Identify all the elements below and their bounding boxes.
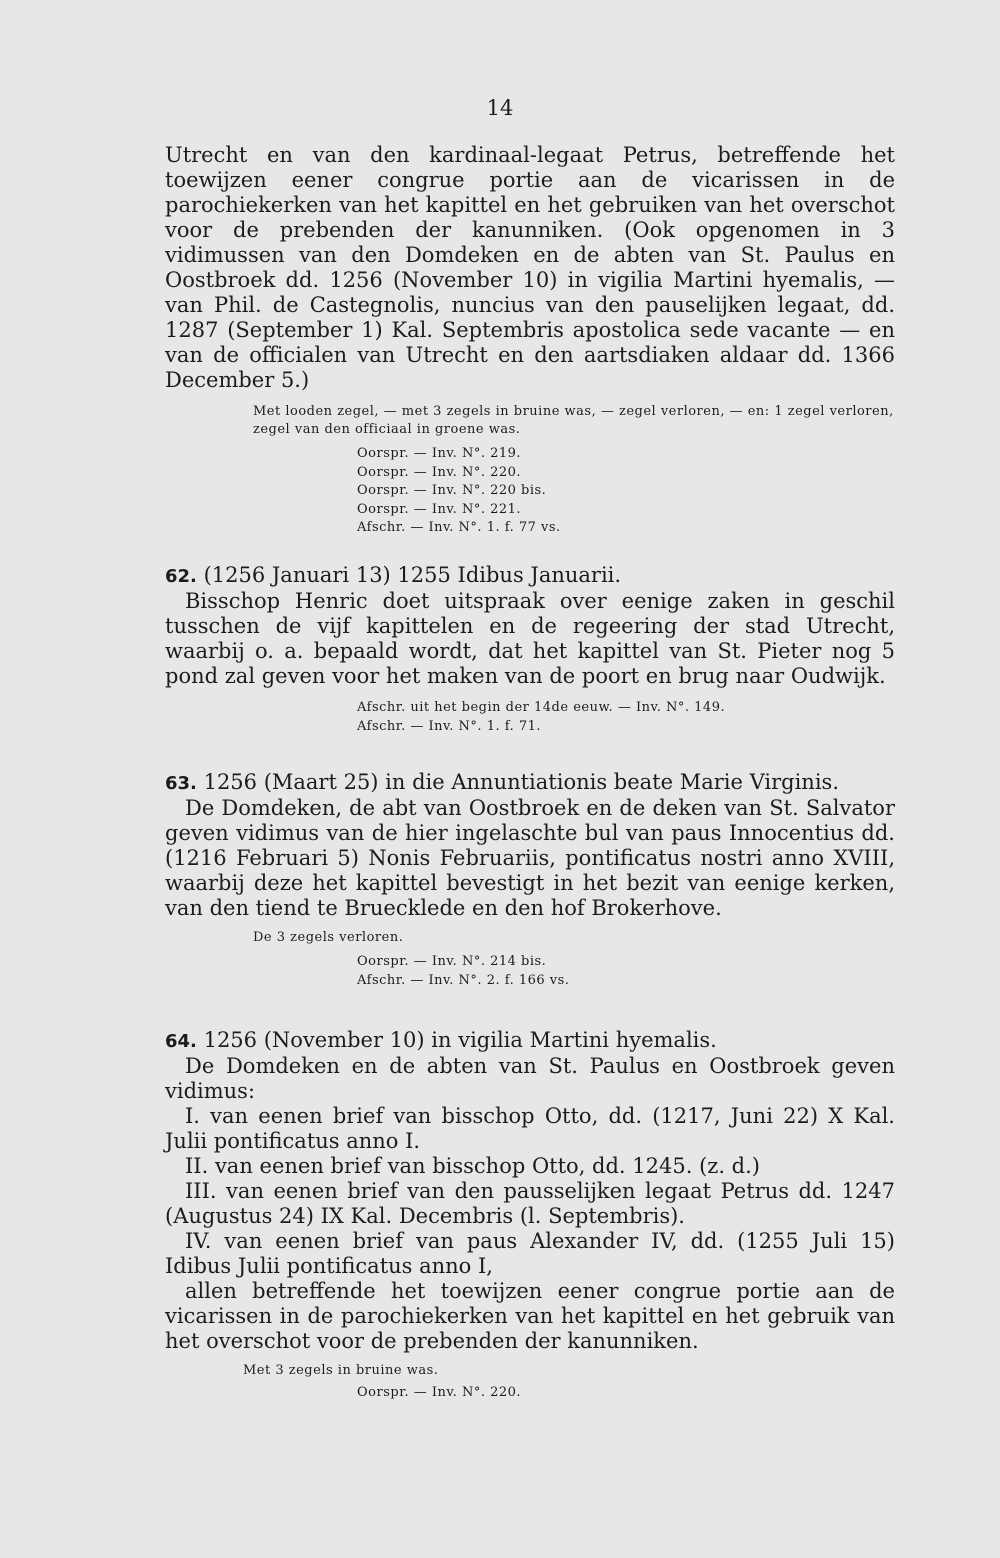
entry-seal-note: Met 3 zegels in bruine was.	[243, 1363, 439, 1378]
vidimus-item: II. van eenen brief van bisschop Otto, dd. 1245. (z. d.)	[185, 1154, 760, 1178]
intro-paragraph: Utrecht en van den kardinaal-legaat Petrus, betreffende het toewijzen eener congrue portie aan de vicarissen in de parochiekerken van het kapittel en het gebruiken van het overschot voor de prebenden der kanunniken. (Ook opgenomen in 3 vidimussen van den Domdeken en de abten van St. Paulus en Oostbroek dd. 1256 (November 10) in vigilia Martini hyemalis, — van Phil. de Castegnolis, nuncius van den pauselijken legaat, dd. 1287 (September 1) Kal. Septembris apostolica sede vacante — en van de officialen van Utrecht en den aartsdiaken aldaar dd. 1366 December 5.)	[165, 143, 895, 392]
page-number: 14	[486, 96, 514, 120]
entry-references	[165, 699, 895, 736]
vidimus-item: IV. van eenen brief van paus Alexander IV, dd. (1255 Juli 15) Idibus Julii pontificatus anno I,	[165, 1229, 895, 1278]
entry-references	[165, 953, 895, 990]
entry-date: 1256 (Maart 25) in die Annuntiationis beate Marie Virginis.	[203, 770, 840, 794]
entry-heading	[165, 563, 895, 589]
entry-heading	[165, 1028, 895, 1054]
vidimus-item: III. van eenen brief van den pausselijken legaat Petrus dd. 1247 (Augustus 24) IX Kal. Decembris (l. Septembris).	[165, 1179, 895, 1228]
entry-closing: allen betreffende het toewijzen eener congrue portie aan de vicarissen in de parochiekerken van het kapittel en het gebruik van het overschot voor de prebenden der kanunniken.	[165, 1279, 895, 1353]
entry-date: 1256 (November 10) in vigilia Martini hyemalis.	[203, 1028, 717, 1052]
entry-date: (1256 Januari 13) 1255 Idibus Januarii.	[203, 563, 622, 587]
intro-section	[165, 143, 895, 538]
reference-line: Oorspr. — Inv. N°. 220.	[357, 464, 522, 480]
entry-body: Bisschop Henric doet uitspraak over eenige zaken in geschil tusschen de vijf kapittelen en de regeering der stad Utrecht, waarbij o. a. bepaald wordt, dat het kapittel van St. Pieter nog 5 pond zal geven voor het maken van de poort en brug naar Oudwijk.	[165, 589, 895, 688]
reference-line: Afschr. — Inv. N°. 1. f. 71.	[357, 718, 542, 734]
entry-number: 64.	[165, 1031, 197, 1052]
entry-number: 63.	[165, 773, 197, 794]
reference-line: Oorspr. — Inv. N°. 219.	[357, 446, 522, 461]
reference-line: Afschr. — Inv. N°. 1. f. 77 vs.	[357, 520, 561, 535]
entry-number: 62.	[165, 566, 197, 587]
entry-64	[165, 1028, 895, 1403]
entry-62	[165, 563, 895, 736]
vidimus-item: I. van eenen brief van bisschop Otto, dd. (1217, Juni 22) X Kal. Julii pontificatus anno I.	[165, 1104, 895, 1153]
reference-line: Afschr. — Inv. N°. 2. f. 166 vs.	[357, 972, 570, 988]
entry-seal-note: De 3 zegels verloren.	[253, 930, 404, 945]
reference-line: Oorspr. — Inv. N°. 221.	[357, 501, 522, 517]
reference-line: Oorspr. — Inv. N°. 220 bis.	[357, 483, 547, 498]
intro-references	[165, 445, 895, 538]
entry-references	[165, 1384, 895, 1403]
intro-seal-note: Met looden zegel, — met 3 zegels in bruine was, — zegel verloren, — en: 1 zegel verloren, zegel van den officiaal in groene was.	[253, 404, 894, 437]
entry-63	[165, 770, 895, 990]
entry-body: De Domdeken en de abten van St. Paulus en Oostbroek geven vidimus:	[165, 1054, 895, 1103]
entry-heading	[165, 770, 895, 796]
entry-body: De Domdeken, de abt van Oostbroek en de deken van St. Salvator geven vidimus van de hier ingelaschte bul van paus Innocentius dd. (1216 Februari 5) Nonis Februariis, pontificatus nostri anno XVIII, waarbij deze het kapittel bevestigt in het bezit van eenige kerken, van den tiend te Bruecklede en den hof Brokerhove.	[165, 796, 895, 920]
reference-line: Oorspr. — Inv. N°. 220.	[357, 1385, 522, 1400]
reference-line: Afschr. uit het begin der 14de eeuw. — Inv. N°. 149.	[357, 700, 726, 715]
reference-line: Oorspr. — Inv. N°. 214 bis.	[357, 954, 547, 969]
